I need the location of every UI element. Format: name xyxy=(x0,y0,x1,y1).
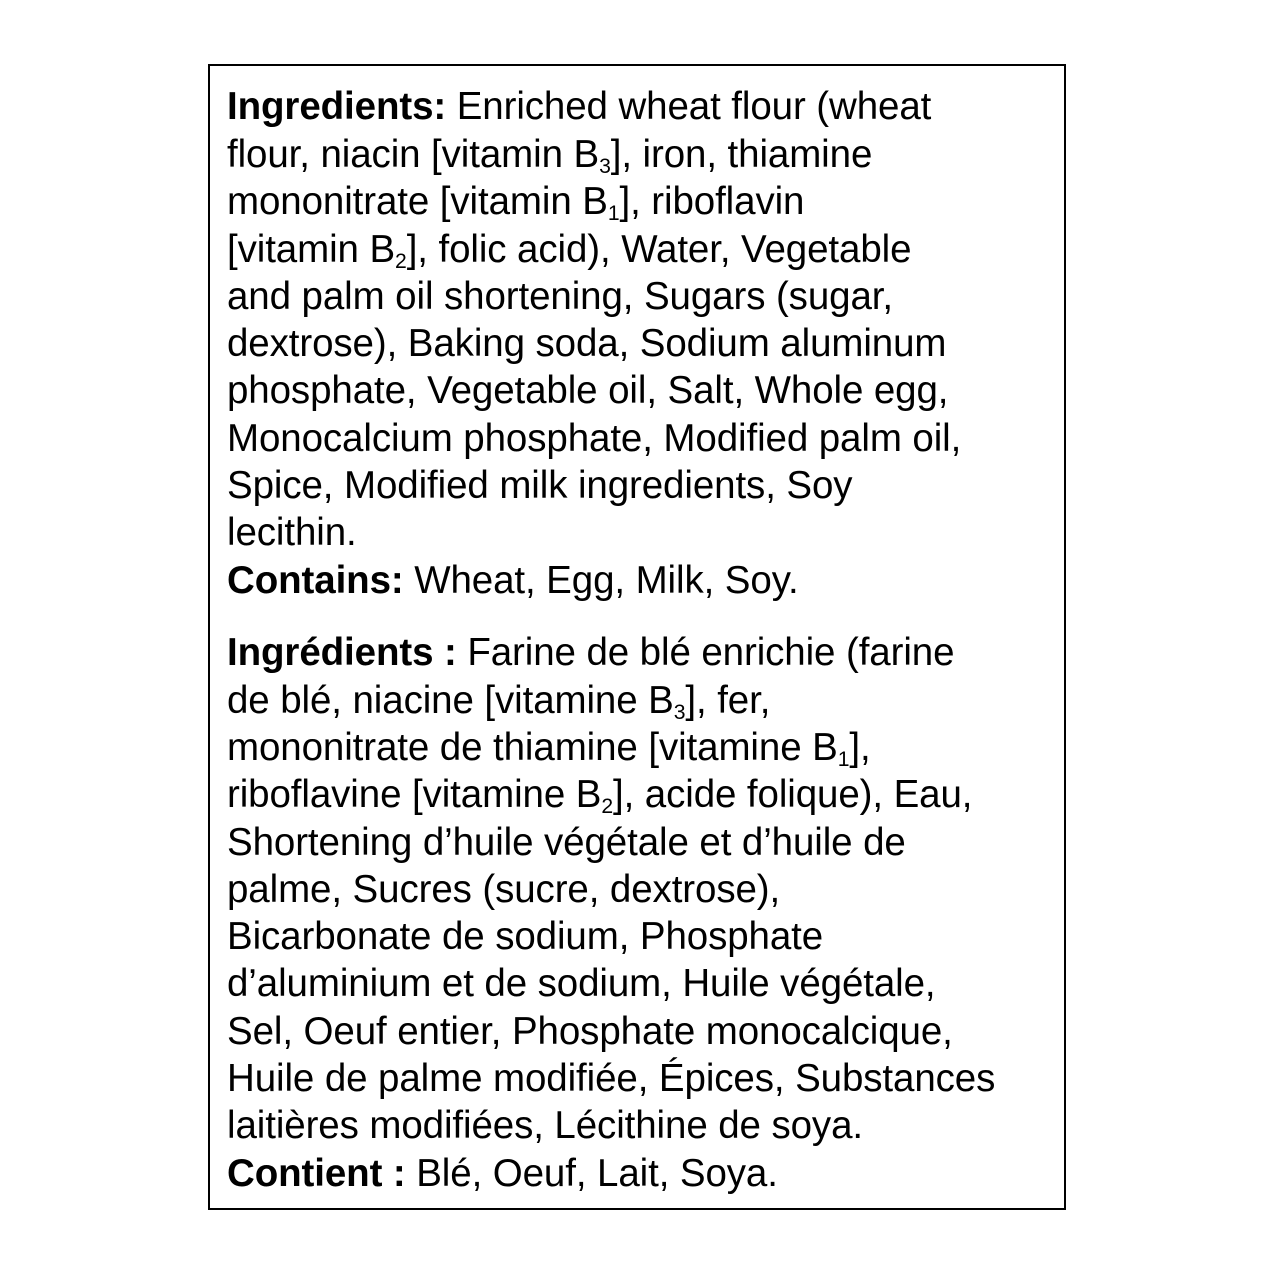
french-line-text: riboflavine [vitamine B xyxy=(227,773,602,816)
french-contains-text: Blé, Oeuf, Lait, Soya. xyxy=(405,1152,778,1195)
english-ingredients-line-10: lecithin. xyxy=(227,511,357,554)
english-contains-text: Wheat, Egg, Milk, Soy. xyxy=(403,559,799,602)
vitamin-subscript: 1 xyxy=(837,747,850,771)
english-ingredients-line-2 xyxy=(227,132,872,178)
english-ingredients-line-1 xyxy=(227,84,931,130)
french-line-text: de blé, niacine [vitamine B xyxy=(227,679,674,722)
english-ingredients-line-9: Spice, Modified milk ingredients, Soy xyxy=(227,464,853,507)
french-ingredients-line-8: d’aluminium et de sodium, Huile végétale, xyxy=(227,962,936,1005)
french-ingredients-line-1 xyxy=(227,630,954,676)
french-ingredients-line-4 xyxy=(227,772,972,818)
vitamin-subscript: 2 xyxy=(395,249,407,273)
french-ingredients-line-3 xyxy=(227,725,871,771)
french-line-text: ], acide folique), Eau, xyxy=(613,773,973,816)
english-contains-heading: Contains: xyxy=(227,559,404,602)
vitamin-subscript: 1 xyxy=(607,201,620,225)
french-ingredients-line-2 xyxy=(227,678,770,724)
english-ingredients-line-4 xyxy=(227,227,911,273)
french-ingredients-line-6: palme, Sucres (sucre, dextrose), xyxy=(227,868,781,911)
english-line-text: ], riboflavin xyxy=(619,180,805,223)
french-line-text: mononitrate de thiamine [vitamine B xyxy=(227,726,838,769)
english-ingredients-line-3 xyxy=(227,179,804,225)
french-ingredients-line-10: Huile de palme modifiée, Épices, Substances xyxy=(227,1057,996,1100)
french-ingredients-line-7: Bicarbonate de sodium, Phosphate xyxy=(227,915,824,958)
english-ingredients-line-8: Monocalcium phosphate, Modified palm oil, xyxy=(227,417,962,460)
vitamin-subscript: 2 xyxy=(601,794,613,818)
french-ingredients-line-11: laitières modifiées, Lécithine de soya. xyxy=(227,1104,863,1147)
english-line-text: ], folic acid), Water, Vegetable xyxy=(406,228,912,271)
french-line-text: ], xyxy=(849,726,871,769)
english-line-text: mononitrate [vitamin B xyxy=(227,180,608,223)
english-ingredients-heading: Ingredients: xyxy=(227,85,447,128)
english-contains-line xyxy=(227,558,799,604)
english-ingredients-line-6: dextrose), Baking soda, Sodium aluminum xyxy=(227,322,947,365)
french-line-text: Farine de blé enrichie (farine xyxy=(456,631,955,674)
vitamin-subscript: 3 xyxy=(599,154,611,178)
english-line-text: flour, niacin [vitamin B xyxy=(227,133,600,176)
english-line-text: ], iron, thiamine xyxy=(610,133,873,176)
english-ingredients-line-7: phosphate, Vegetable oil, Salt, Whole egg, xyxy=(227,369,949,412)
english-line-text: [vitamin B xyxy=(227,228,396,271)
french-contains-heading: Contient : xyxy=(227,1152,406,1195)
vitamin-subscript: 3 xyxy=(673,700,686,724)
french-line-text: ], fer, xyxy=(685,679,771,722)
french-ingredients-heading: Ingrédients : xyxy=(227,631,457,674)
english-line-text: Enriched wheat flour (wheat xyxy=(446,85,932,128)
french-ingredients-line-9: Sel, Oeuf entier, Phosphate monocalcique, xyxy=(227,1010,953,1053)
english-ingredients-line-5: and palm oil shortening, Sugars (sugar, xyxy=(227,275,893,318)
french-ingredients-line-5: Shortening d’huile végétale et d’huile de xyxy=(227,821,906,864)
french-contains-line xyxy=(227,1151,778,1197)
